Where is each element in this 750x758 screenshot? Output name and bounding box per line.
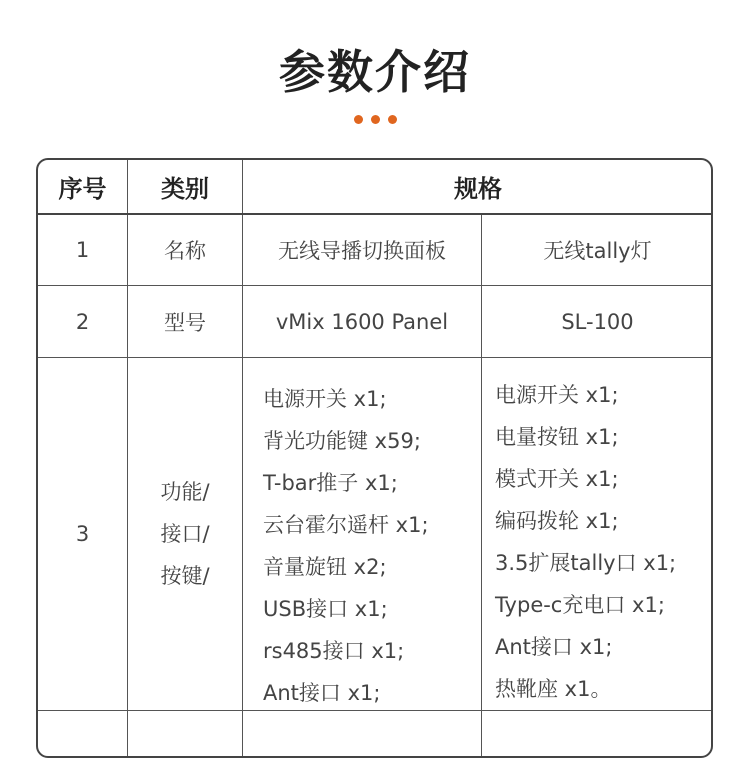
dot-icon bbox=[354, 115, 363, 124]
list-item: Ant接口 x1; bbox=[495, 635, 613, 659]
list-item: Type-c充电口 x1; bbox=[495, 593, 665, 617]
row3-category bbox=[128, 358, 242, 710]
row1-col1: 无线导播切换面板 bbox=[278, 239, 446, 263]
list-item: 背光功能键 x59; bbox=[263, 429, 421, 453]
row1-index: 1 bbox=[75, 238, 90, 262]
row2-category: 型号 bbox=[164, 310, 206, 335]
row2-col1: vMix 1600 Panel bbox=[275, 309, 449, 334]
list-item: rs485接口 x1; bbox=[263, 639, 405, 663]
category-line: 接口/ bbox=[160, 522, 210, 546]
row3-col1-list bbox=[263, 378, 429, 714]
spec-table bbox=[36, 158, 713, 758]
row2-col2: SL-100 bbox=[561, 309, 634, 334]
list-item: 电源开关 x1; bbox=[263, 387, 387, 411]
list-item: 电源开关 x1; bbox=[495, 383, 619, 407]
list-item: Ant接口 x1; bbox=[263, 681, 381, 705]
list-item: 音量旋钮 x2; bbox=[263, 555, 387, 579]
category-line: 功能/ bbox=[160, 480, 210, 504]
page-title: 参数介绍 bbox=[279, 45, 471, 99]
row2-index: 2 bbox=[75, 309, 90, 334]
row1-col2: 无线tally灯 bbox=[543, 239, 652, 263]
header-category: 类别 bbox=[161, 175, 209, 203]
dot-icon bbox=[388, 115, 397, 124]
category-line: 按键/ bbox=[160, 564, 210, 588]
row3-index: 3 bbox=[75, 522, 90, 546]
header-index: 序号 bbox=[58, 175, 107, 203]
header-spec: 规格 bbox=[454, 175, 502, 203]
row3-col2-list bbox=[495, 374, 676, 710]
list-item: 模式开关 x1; bbox=[495, 467, 619, 491]
list-item: 热靴座 x1。 bbox=[495, 677, 612, 701]
list-item: 云台霍尔遥杆 x1; bbox=[263, 513, 429, 537]
list-item: T-bar推子 x1; bbox=[263, 471, 398, 495]
list-item: 编码拨轮 x1; bbox=[495, 509, 619, 533]
list-item: 电量按钮 x1; bbox=[495, 425, 619, 449]
list-item: USB接口 x1; bbox=[263, 597, 388, 621]
dot-icon bbox=[371, 115, 380, 124]
title-decoration-dots bbox=[0, 115, 750, 124]
list-item: 3.5扩展tally口 x1; bbox=[495, 551, 677, 575]
row1-category: 名称 bbox=[164, 239, 206, 263]
